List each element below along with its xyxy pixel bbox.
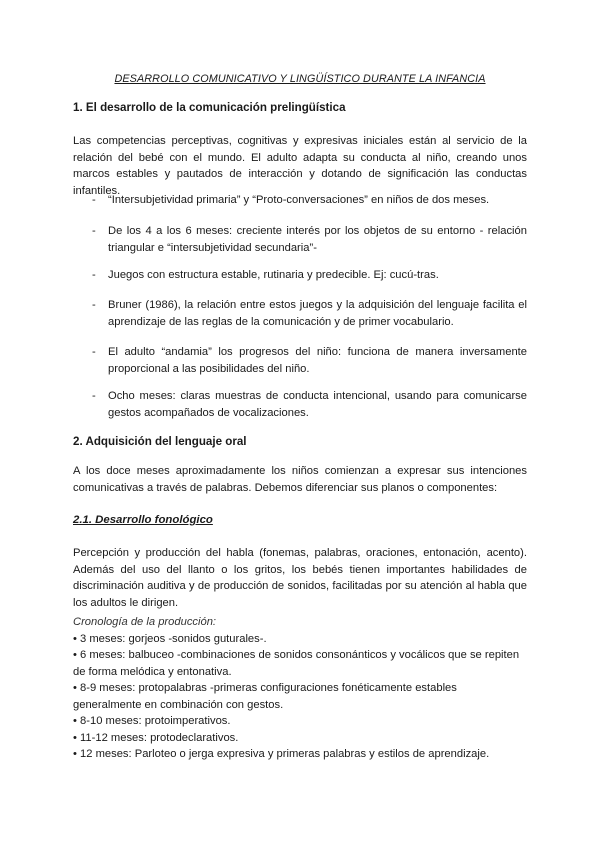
list-item-text: Bruner (1986), la relación entre estos juegos y la adquisición del lenguaje facilita el aprendizaje de las reglas de la comunicación y de primer vocabulario. xyxy=(108,299,527,328)
subsection-2-1-heading: 2.1. Desarrollo fonológico xyxy=(73,514,213,526)
section-2-heading: 2. Adquisición del lenguaje oral xyxy=(73,435,247,448)
list-item xyxy=(92,388,527,421)
list-item xyxy=(92,297,527,330)
chronology-item: • 6 meses: balbuceo -combinaciones de sonidos consonánticos y vocálicos que se repiten de forma melódica y entonativa. xyxy=(73,649,520,678)
list-dash: - xyxy=(92,269,96,281)
list-item-text: “Intersubjetividad primaria” y “Proto-conversaciones” en niños de dos meses. xyxy=(108,194,490,206)
list-dash: - xyxy=(92,299,96,311)
subsection-2-1-paragraph: Percepción y producción del habla (fonemas, palabras, oraciones, entonación, acento). Además del uso del llanto o los gritos, los bebés tienen importantes habilidades de discriminación auditiva y de producción de sonidos, facilitadas por su atención al habla que los adultos le dirigen. xyxy=(73,547,527,609)
list-item-text: Juegos con estructura estable, rutinaria y predecible. Ej: cucú-tras. xyxy=(108,269,439,281)
chronology-item: • 8-9 meses: protopalabras -primeras configuraciones fonéticamente estables generalmente en combinación con gestos. xyxy=(73,682,457,711)
list-item xyxy=(92,344,527,377)
list-item xyxy=(92,223,527,256)
list-item-text: El adulto “andamia” los progresos del niño: funciona de manera inversamente proporcional a las posibilidades del niño. xyxy=(108,346,527,375)
list-item xyxy=(92,192,527,209)
section-1-heading: 1. El desarrollo de la comunicación prelingüística xyxy=(73,101,346,114)
chronology-block xyxy=(73,614,527,763)
section-2-intro: A los doce meses aproximadamente los niños comienzan a expresar sus intenciones comunicativas a través de palabras. Debemos diferenciar sus planos o componentes: xyxy=(73,465,527,494)
chronology-item: • 12 meses: Parloteo o jerga expresiva y primeras palabras y estilos de aprendizaje. xyxy=(73,748,490,760)
list-item-text: De los 4 a los 6 meses: creciente interés por los objetos de su entorno - relación triangular e “intersubjetividad secundaria”- xyxy=(108,225,527,254)
list-dash: - xyxy=(92,194,96,206)
chronology-item: • 8-10 meses: protoimperativos. xyxy=(73,715,231,727)
list-item xyxy=(92,267,527,284)
document-page xyxy=(73,0,527,848)
chronology-heading: Cronología de la producción: xyxy=(73,616,217,628)
chronology-item: • 11-12 meses: protodeclarativos. xyxy=(73,731,239,744)
list-dash: - xyxy=(92,390,96,402)
list-dash: - xyxy=(92,225,96,237)
chronology-item: • 3 meses: gorjeos -sonidos guturales-. xyxy=(73,632,267,645)
list-item-text: Ocho meses: claras muestras de conducta intencional, usando para comunicarse gestos acompañados de vocalizaciones. xyxy=(108,390,527,419)
document-title: DESARROLLO COMUNICATIVO Y LINGÜÍSTICO DURANTE LA INFANCIA xyxy=(114,73,486,85)
section-1-intro: Las competencias perceptivas, cognitivas y expresivas iniciales están al servicio de la relación del bebé con el mundo. El adulto adapta su conducta al niño, creando unos marcos estables y pautados de interacción y dotando de significación las conductas infantiles. xyxy=(73,135,527,197)
list-dash: - xyxy=(92,346,96,358)
